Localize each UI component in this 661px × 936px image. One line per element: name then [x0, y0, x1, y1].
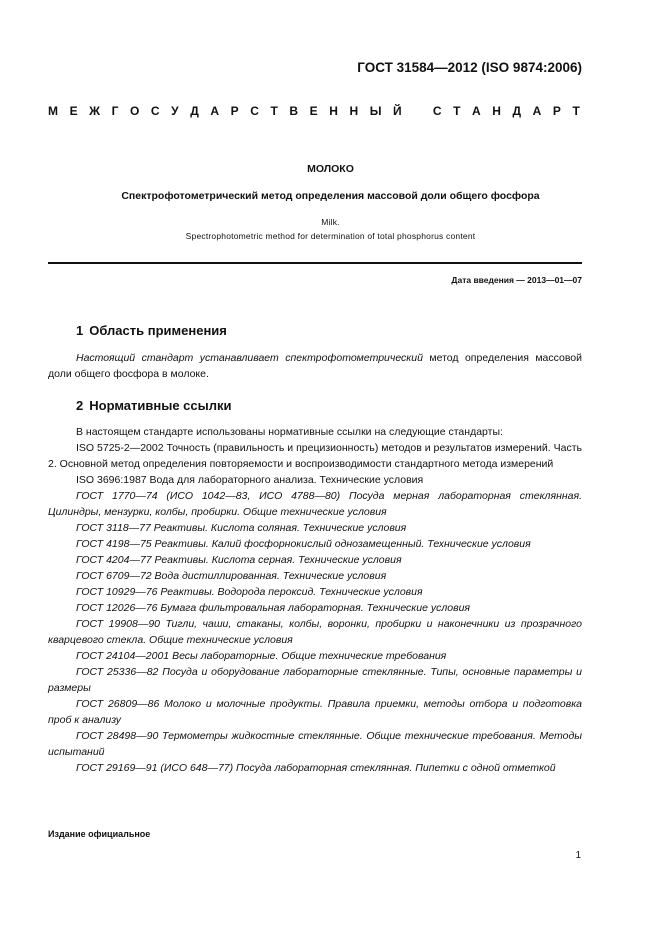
banner-letter: С	[250, 104, 259, 118]
banner-letter: Г	[111, 104, 119, 118]
references-list	[48, 424, 582, 776]
header-divider	[48, 262, 582, 264]
scope-text-italic: Настоящий стандарт устанавливает спектрофотометрический	[76, 352, 423, 364]
document-subtitle: Спектрофотометрический метод определения массовой доли общего фосфора	[121, 190, 540, 202]
banner-letter: Е	[69, 104, 78, 118]
banner-letter: С	[150, 104, 160, 118]
section-title: Область применения	[89, 323, 227, 338]
banner-letter: Й	[393, 104, 402, 118]
document-code: ГОСТ 31584—2012 (ISO 9874:2006)	[357, 60, 582, 75]
english-subtitle: Spectrophotometric method for determination of total phosphorus content	[185, 231, 476, 241]
banner-letter: О	[130, 104, 140, 118]
reference-item: ГОСТ 6709—72 Вода дистиллированная. Технические условия	[76, 570, 387, 582]
banner-letter: М	[48, 104, 58, 118]
banner-letter: Р	[552, 104, 561, 118]
reference-item: ГОСТ 26809—86 Молоко и молочные продукты. Правила приемки, методы отбора и подготовка проб к анализу	[48, 698, 582, 726]
scope-text: метод определения массовой доли общего фосфора в молоке.	[48, 352, 582, 380]
section-1-body	[48, 350, 582, 382]
banner-letter: Д	[512, 104, 522, 118]
section-2-heading	[48, 398, 231, 413]
official-edition-note: Издание официальное	[48, 829, 151, 839]
english-title: Milk.	[321, 217, 340, 227]
banner-letter: А	[472, 104, 481, 118]
reference-item: ISO 3696:1987 Вода для лабораторного анализа. Технические условия	[76, 474, 424, 486]
banner-letter: Ж	[89, 104, 101, 118]
banner-letter: Т	[453, 104, 461, 118]
reference-item: ГОСТ 28498—90 Термометры жидкостные стеклянные. Общие технические требования. Методы испытаний	[48, 730, 582, 758]
reference-item: ГОСТ 10929—76 Реактивы. Водорода пероксид. Технические условия	[76, 586, 423, 598]
banner-letter: А	[532, 104, 542, 118]
reference-item: ГОСТ 19908—90 Тигли, чаши, стаканы, колбы, воронки, пробирки и наконечники из прозрачного кварцевого стекла. Общие технические условия	[48, 618, 582, 646]
banner-letter: Т	[270, 104, 278, 118]
reference-item: ISO 5725-2—2002 Точность (правильность и прецизионность) методов и результатов измерений. Часть 2. Основной метод определения повторяемости и воспроизводимости стандартного метода измерений	[48, 442, 582, 470]
section-number: 2	[76, 398, 84, 413]
page-number: 1	[575, 850, 581, 861]
section-1-heading	[48, 323, 227, 338]
banner-letter: Т	[572, 104, 580, 118]
banner-letter: Н	[329, 104, 338, 118]
reference-item: ГОСТ 3118—77 Реактивы. Кислота соляная. Технические условия	[76, 522, 407, 534]
document-title: МОЛОКО	[307, 163, 354, 175]
reference-item: ГОСТ 1770—74 (ИСО 1042—83, ИСО 4788—80) Посуда мерная лабораторная стеклянная. Цилиндры, мензурки, колбы, пробирки. Общие технические условия	[48, 490, 582, 518]
reference-item: ГОСТ 25336—82 Посуда и оборудование лабораторные стеклянные. Типы, основные параметры и размеры	[48, 666, 582, 694]
banner-letter: Н	[492, 104, 501, 118]
section-title: Нормативные ссылки	[89, 398, 232, 413]
reference-item: ГОСТ 24104—2001 Весы лабораторные. Общие технические требования	[76, 650, 447, 662]
banner-letter: Н	[349, 104, 359, 118]
banner-letter: Е	[309, 104, 318, 118]
banner-letter: Р	[230, 104, 239, 118]
banner-letter: С	[432, 104, 442, 118]
banner-letter: В	[289, 104, 299, 118]
banner-letter: Д	[190, 104, 199, 118]
reference-item: ГОСТ 12026—76 Бумага фильтровальная лабораторная. Технические условия	[76, 602, 471, 614]
banner-letter: А	[210, 104, 220, 118]
scope-paragraph	[48, 350, 582, 382]
banner-gap	[413, 104, 421, 118]
banner-letter: Ы	[369, 104, 382, 118]
reference-item: ГОСТ 4198—75 Реактивы. Калий фосфорнокислый однозамещенный. Технические условия	[76, 538, 531, 550]
banner-letter: У	[171, 104, 179, 118]
standard-banner	[48, 104, 580, 118]
section-number: 1	[76, 323, 84, 338]
introduction-date: Дата введения — 2013—01—07	[451, 275, 582, 285]
reference-item: ГОСТ 4204—77 Реактивы. Кислота серная. Технические условия	[76, 554, 402, 566]
references-intro: В настоящем стандарте использованы нормативные ссылки на следующие стандарты:	[76, 426, 503, 438]
reference-item: ГОСТ 29169—91 (ИСО 648—77) Посуда лабораторная стеклянная. Пипетки с одной отметкой	[76, 762, 556, 774]
